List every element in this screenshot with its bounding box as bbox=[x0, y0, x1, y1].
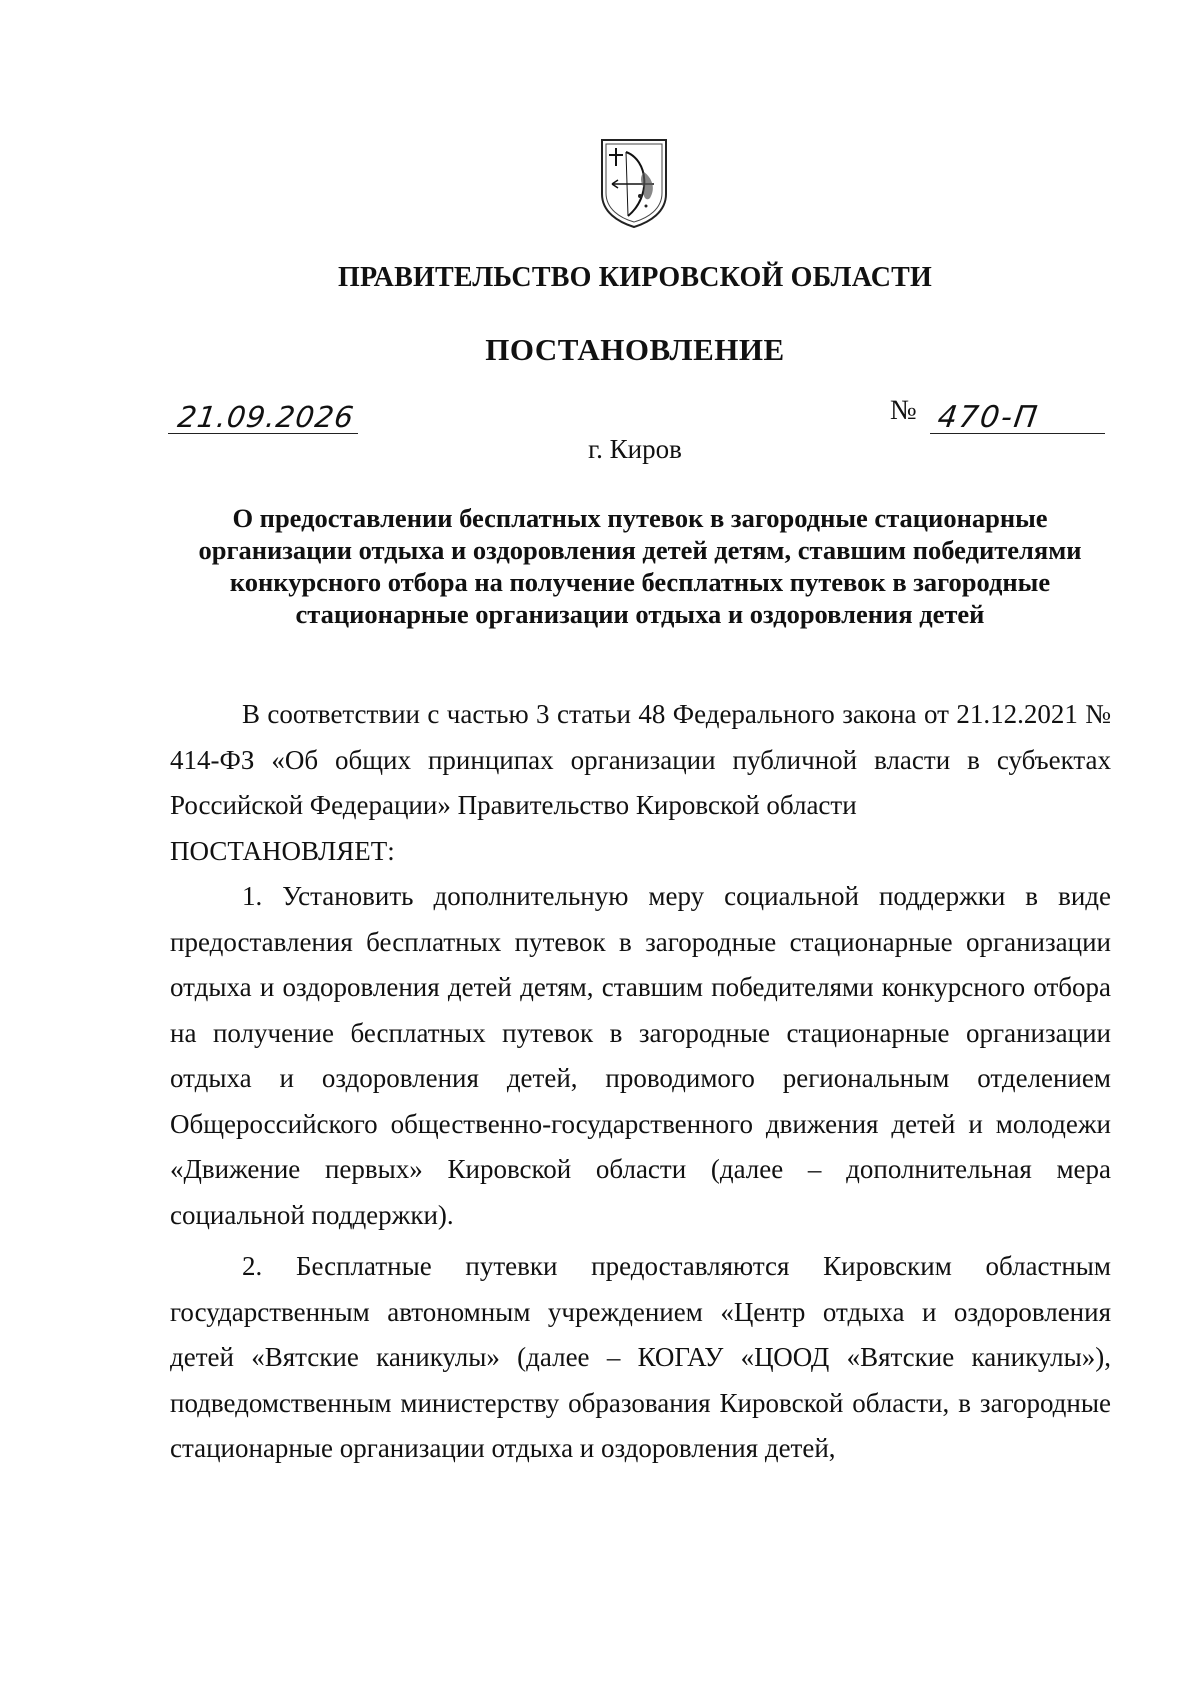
document-type: ПОСТАНОВЛЕНИЕ bbox=[485, 332, 785, 367]
resolves-line: ПОСТАНОВЛЯЕТ: bbox=[170, 835, 395, 866]
item-1-paragraph: 1. Установить дополнительную меру социальной поддержки в виде предоставления бесплатных путевок в загородные стационарные организации отдыха и оздоровления детей детям, ставшим победителями конкурсного отбора на получение бесплатных путевок в загородные стационарные организации отдыха и оздоровления детей, проводимого региональным отделением Общероссийского общественно-государственного движения детей и молодежи «Движение первых» Кировской области (далее – дополнительная мера социальной поддержки). bbox=[170, 881, 1111, 1230]
number-sign: № bbox=[890, 395, 917, 426]
item-2-paragraph: 2. Бесплатные путевки предоставляются Кировским областным государственным автономным учреждением «Центр отдыха и оздоровления детей «Вятские каникулы» (далее – КОГАУ «ЦООД «Вятские каникулы»), подведомственным министерству образования Кировской области, в загородные стационарные организации отдыха и оздоровления детей, bbox=[170, 1251, 1111, 1463]
preamble-paragraph: В соответствии с частью 3 статьи 48 Федерального закона от 21.12.2021 № 414-ФЗ «Об общих принципах организации публичной власти в субъектах Российской Федерации» Правительство Кировской области bbox=[170, 699, 1111, 820]
document-number: 470-П bbox=[935, 400, 1042, 435]
document-body bbox=[170, 692, 1111, 1472]
city: г. Киров bbox=[588, 434, 682, 464]
document-date: 21.09.2026 bbox=[175, 400, 357, 434]
coat-of-arms-icon bbox=[596, 136, 672, 230]
organization-title: ПРАВИТЕЛЬСТВО КИРОВСКОЙ ОБЛАСТИ bbox=[337, 262, 932, 293]
document-heading: О предоставлении бесплатных путевок в загородные стационарные организации отдыха и оздоровления детей детям, ставшим победителями конкурсного отбора на получение бесплатных путевок в загородные стационарные организации отдыха и оздоровления детей bbox=[198, 503, 1082, 629]
